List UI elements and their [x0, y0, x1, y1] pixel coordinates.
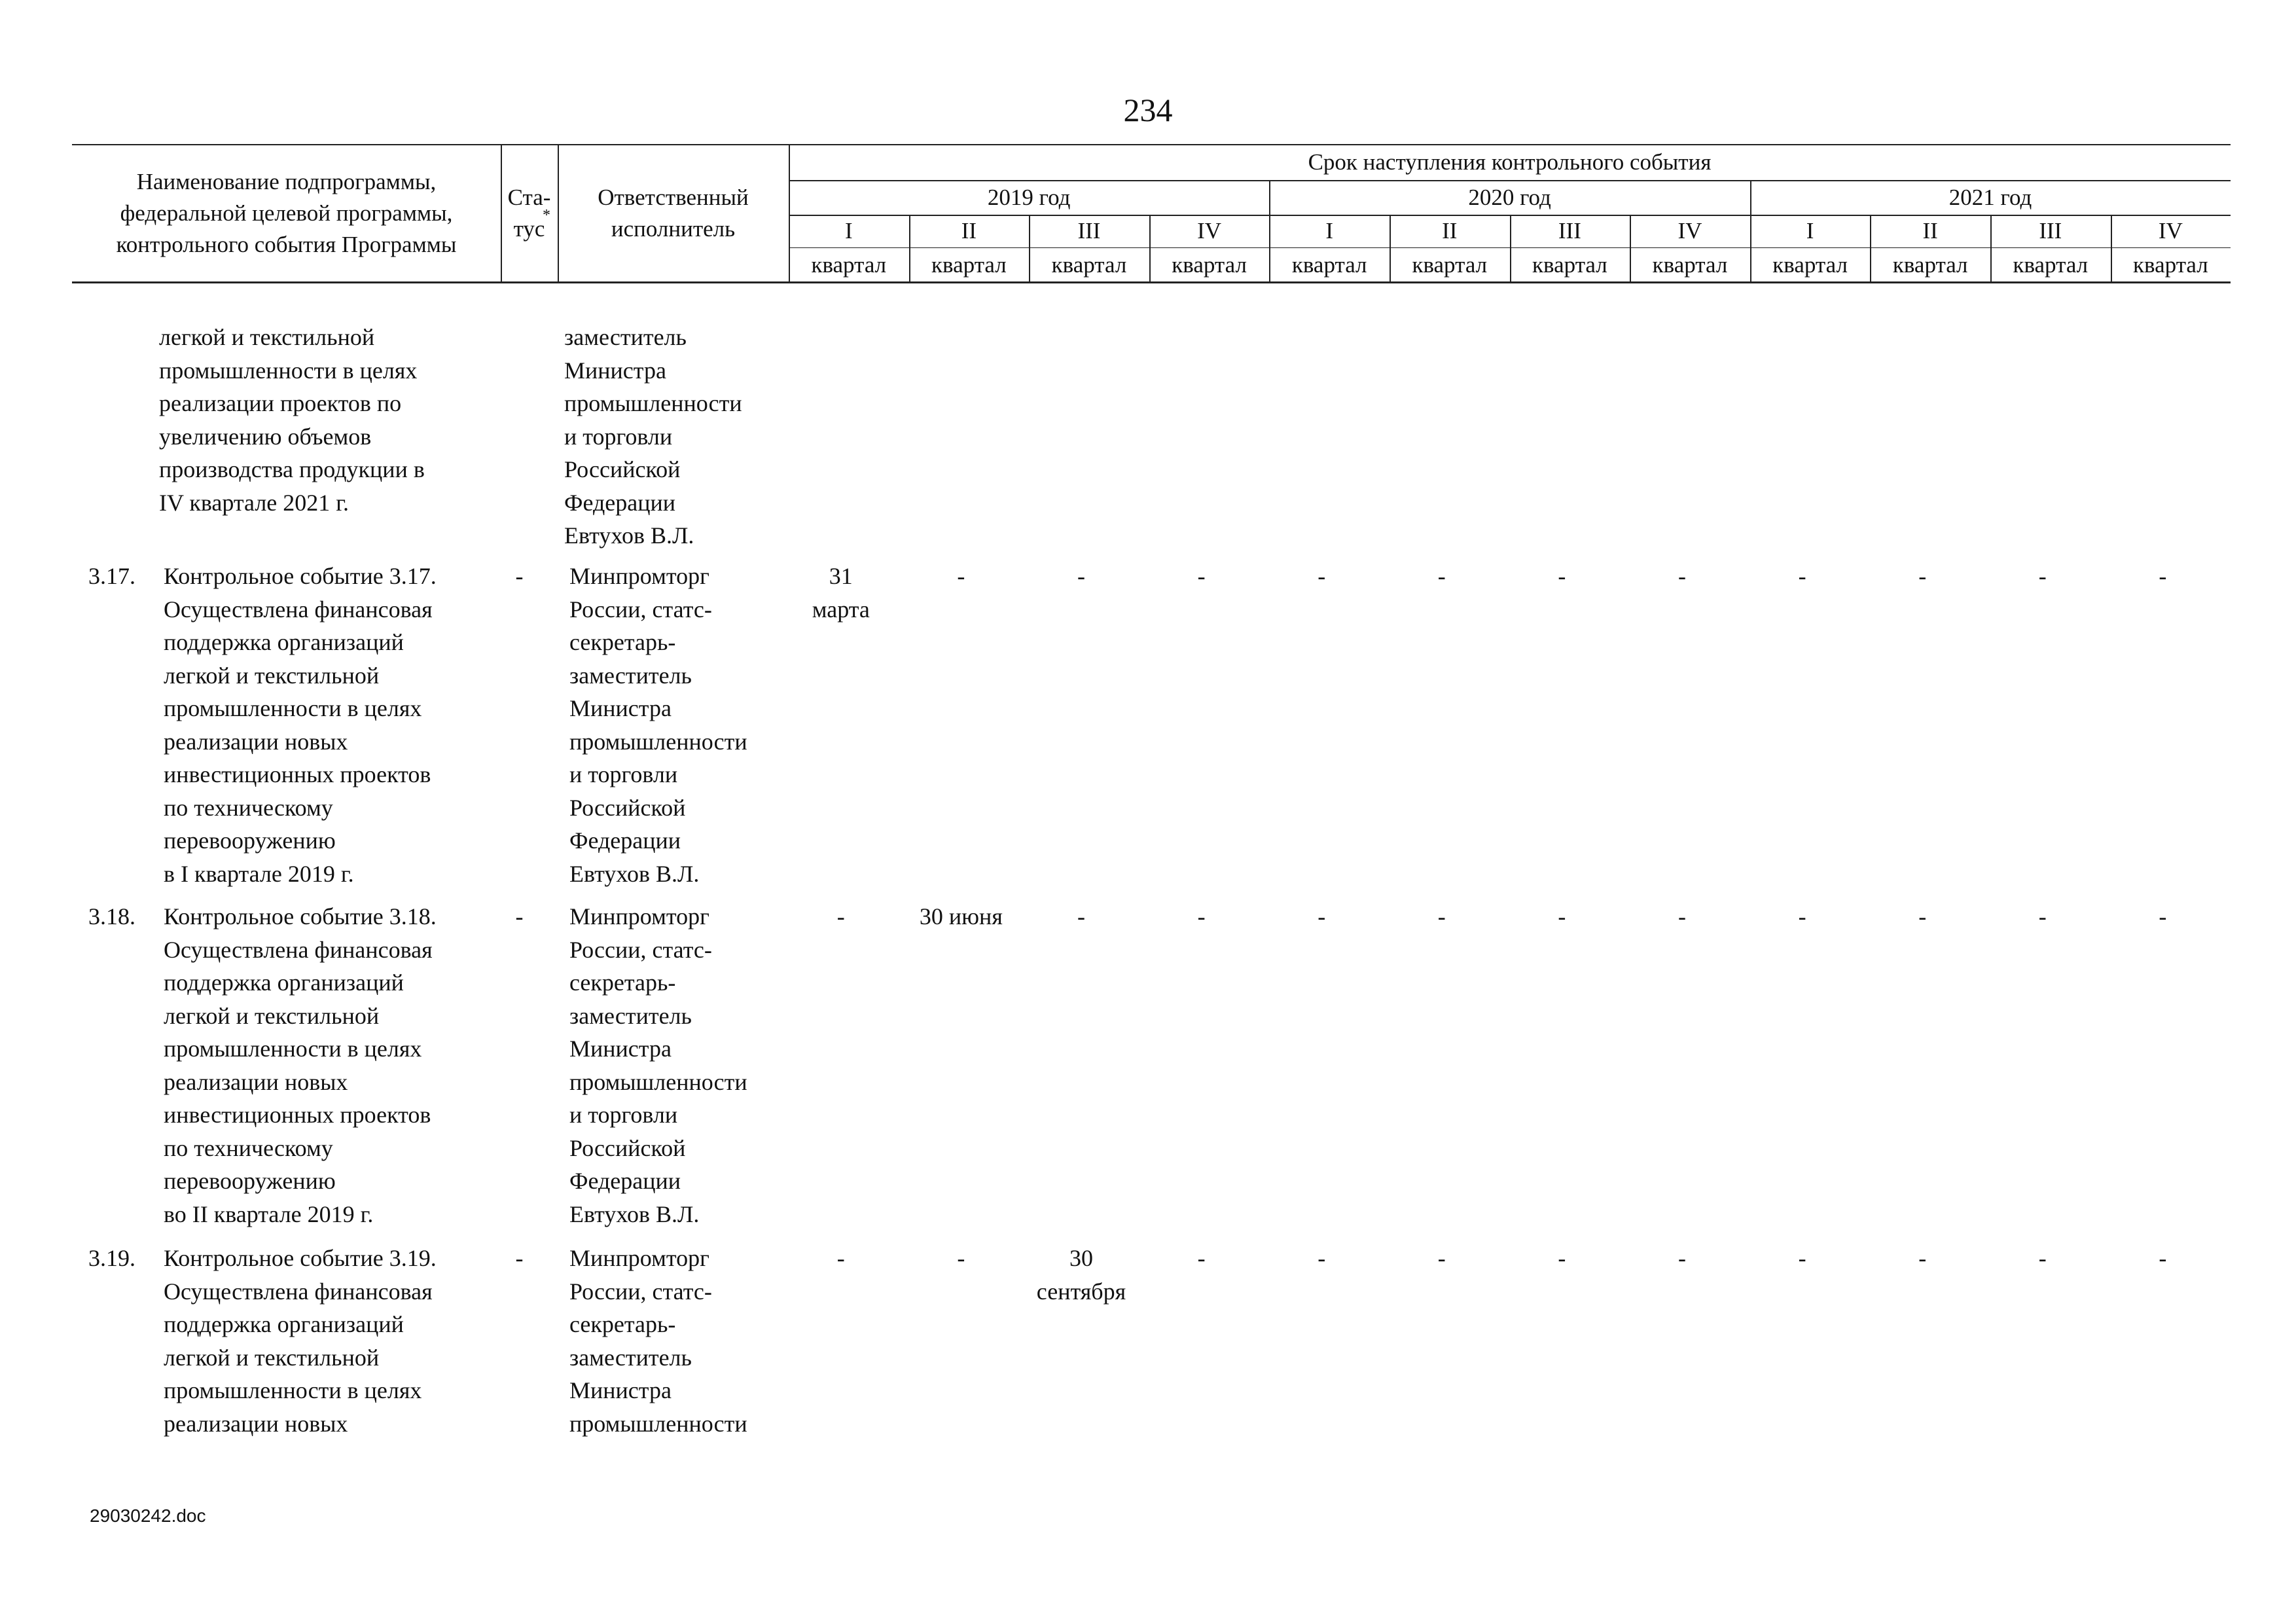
row-name-line: легкой и текстильной: [159, 324, 375, 350]
row-quarter-cell: 30: [1069, 1245, 1093, 1271]
header-quarter-word: квартал: [931, 252, 1007, 278]
row-quarter-cell: -: [836, 903, 845, 929]
header-year: 2019 год: [987, 185, 1071, 210]
header-quarter-word: квартал: [811, 252, 887, 278]
row-name-line: IV квартале 2021 г.: [159, 489, 349, 516]
row-name-line: легкой и текстильной: [164, 662, 380, 689]
row-executor-line: и торговли: [569, 1102, 678, 1128]
row-quarter-cell: -: [1918, 1245, 1927, 1271]
row-executor-line: Министра: [564, 357, 666, 384]
header-quarter-word: квартал: [2013, 252, 2089, 278]
row-quarter-cell: -: [1558, 1245, 1566, 1271]
row-quarter-cell: 30 июня: [919, 903, 1003, 929]
row-quarter-cell: марта: [812, 596, 870, 623]
footer-filename: 29030242.doc: [90, 1506, 206, 1526]
row-quarter-cell: -: [1437, 1245, 1446, 1271]
table-rule: [558, 144, 559, 281]
row-name-line: производства продукции в: [159, 456, 425, 482]
header-quarter-numeral: III: [1558, 218, 1581, 244]
table-rule: [72, 281, 2231, 283]
row-quarter-cell: -: [1077, 903, 1085, 929]
header-quarter-numeral: IV: [2158, 218, 2183, 244]
row-quarter-cell: сентября: [1036, 1278, 1126, 1305]
row-executor-line: секретарь-: [569, 629, 676, 655]
row-name-line: увеличению объемов: [159, 423, 372, 450]
row-name-line: реализации новых: [164, 728, 348, 755]
table-rule: [72, 144, 2231, 145]
row-quarter-cell: -: [1918, 903, 1927, 929]
header-quarter-word: квартал: [1291, 252, 1367, 278]
row-name-line: Контрольное событие 3.17.: [164, 563, 437, 589]
header-status-footnote-mark: *: [543, 207, 550, 224]
row-name-line: во II квартале 2019 г.: [164, 1200, 374, 1227]
row-name-line: Осуществлена финансовая: [164, 596, 433, 623]
row-executor-line: заместитель: [569, 1344, 692, 1371]
row-quarter-cell: -: [1077, 563, 1085, 589]
row-executor-line: Евтухов В.Л.: [569, 1200, 700, 1227]
row-executor-line: секретарь-: [569, 969, 676, 996]
row-quarter-cell: 31: [829, 563, 853, 589]
row-name-line: поддержка организаций: [164, 969, 404, 996]
row-executor-line: России, статс-: [569, 936, 712, 963]
row-executor-line: Министра: [569, 1377, 672, 1403]
row-quarter-cell: -: [1677, 563, 1686, 589]
row-executor-line: и торговли: [569, 761, 678, 787]
header-quarter-numeral: I: [1325, 218, 1334, 244]
row-quarter-cell: -: [2159, 563, 2167, 589]
table-rule: [789, 180, 2231, 181]
row-status: -: [515, 1245, 524, 1271]
row-number: 3.17.: [88, 563, 135, 589]
row-quarter-cell: -: [1798, 563, 1806, 589]
row-executor-line: Евтухов В.Л.: [569, 860, 700, 887]
row-executor-line: Министра: [569, 695, 672, 721]
header-quarter-numeral: III: [2039, 218, 2062, 244]
header-quarter-numeral: IV: [1197, 218, 1222, 244]
row-executor-line: промышленности: [569, 1410, 747, 1437]
header-executor-line: Ответственный: [598, 185, 749, 210]
row-status: -: [515, 903, 524, 929]
row-executor-line: России, статс-: [569, 596, 712, 623]
row-executor-line: Минпромторг: [569, 903, 709, 929]
row-quarter-cell: -: [1677, 903, 1686, 929]
header-name-line: Наименование подпрограммы,: [136, 169, 437, 194]
row-name-line: промышленности в целях: [164, 695, 422, 721]
row-quarter-cell: -: [1318, 1245, 1326, 1271]
row-executor-line: Минпромторг: [569, 1245, 709, 1271]
page-number: 234: [1123, 92, 1173, 128]
header-quarter-numeral: III: [1077, 218, 1101, 244]
row-name-line: перевооружению: [164, 1168, 336, 1194]
row-name-line: Контрольное событие 3.18.: [164, 903, 437, 929]
row-status: -: [515, 563, 524, 589]
header-status-line: Ста-: [507, 185, 551, 210]
row-name-line: поддержка организаций: [164, 629, 404, 655]
row-quarter-cell: -: [957, 563, 965, 589]
header-year: 2020 год: [1468, 185, 1551, 210]
row-executor-line: Российской: [569, 1134, 686, 1161]
header-quarter-numeral: IV: [1677, 218, 1702, 244]
header-name-line: федеральной целевой программы,: [120, 200, 453, 226]
header-quarter-word: квартал: [1652, 252, 1728, 278]
header-quarter-numeral: I: [844, 218, 853, 244]
row-executor-line: Российской: [569, 794, 686, 821]
row-number: 3.19.: [88, 1245, 135, 1271]
row-name-line: легкой и текстильной: [164, 1344, 380, 1371]
row-executor-line: заместитель: [564, 324, 687, 350]
row-executor-line: Министра: [569, 1036, 672, 1062]
row-executor-line: промышленности: [569, 1068, 747, 1095]
row-name-line: промышленности в целях: [164, 1377, 422, 1403]
header-year: 2021 год: [1948, 185, 2032, 210]
header-quarter-word: квартал: [1051, 252, 1127, 278]
row-name-line: реализации новых: [164, 1410, 348, 1437]
row-executor-line: Минпромторг: [569, 563, 709, 589]
row-quarter-cell: -: [836, 1245, 845, 1271]
row-name-line: по техническому: [164, 794, 333, 821]
row-quarter-cell: -: [1318, 563, 1326, 589]
row-quarter-cell: -: [1558, 563, 1566, 589]
row-name-line: промышленности в целях: [164, 1036, 422, 1062]
header-quarter-word: квартал: [1412, 252, 1488, 278]
row-quarter-cell: -: [1798, 903, 1806, 929]
row-name-line: легкой и текстильной: [164, 1002, 380, 1029]
row-quarter-cell: -: [2038, 563, 2047, 589]
header-quarter-numeral: I: [1806, 218, 1814, 244]
header-quarter-word: квартал: [1772, 252, 1848, 278]
row-quarter-cell: -: [1798, 1245, 1806, 1271]
row-quarter-cell: -: [2038, 1245, 2047, 1271]
header-deadline-title: Срок наступления контрольного события: [1308, 149, 1712, 175]
header-quarter-word: квартал: [1892, 252, 1968, 278]
row-executor-line: Федерации: [569, 827, 681, 854]
row-quarter-cell: -: [1197, 903, 1206, 929]
row-name-line: по техническому: [164, 1134, 333, 1161]
row-number: 3.18.: [88, 903, 135, 929]
row-executor-line: заместитель: [569, 662, 692, 689]
row-executor-line: заместитель: [569, 1002, 692, 1029]
row-quarter-cell: -: [1197, 563, 1206, 589]
row-quarter-cell: -: [1197, 1245, 1206, 1271]
row-quarter-cell: -: [2038, 903, 2047, 929]
row-name-line: промышленности в целях: [159, 357, 418, 384]
row-executor-line: промышленности: [564, 390, 742, 416]
row-name-line: Осуществлена финансовая: [164, 1278, 433, 1305]
row-executor-line: Федерации: [564, 489, 676, 516]
header-quarter-numeral: II: [1922, 218, 1938, 244]
row-quarter-cell: -: [2159, 903, 2167, 929]
header-quarter-numeral: II: [961, 218, 977, 244]
row-executor-line: Евтухов В.Л.: [564, 522, 694, 549]
row-executor-line: секретарь-: [569, 1311, 676, 1337]
row-executor-line: Федерации: [569, 1168, 681, 1194]
row-quarter-cell: -: [1558, 903, 1566, 929]
row-executor-line: и торговли: [564, 423, 673, 450]
row-executor-line: России, статс-: [569, 1278, 712, 1305]
header-quarter-word: квартал: [1172, 252, 1247, 278]
row-quarter-cell: -: [1318, 903, 1326, 929]
row-name-line: инвестиционных проектов: [164, 1102, 431, 1128]
header-status-line: тус: [513, 216, 545, 242]
row-name-line: инвестиционных проектов: [164, 761, 431, 787]
row-quarter-cell: -: [2159, 1245, 2167, 1271]
row-quarter-cell: -: [1918, 563, 1927, 589]
row-name-line: реализации новых: [164, 1068, 348, 1095]
header-executor-line: исполнитель: [611, 216, 736, 242]
row-name-line: Осуществлена финансовая: [164, 936, 433, 963]
row-name-line: реализации проектов по: [159, 390, 402, 416]
header-quarter-word: квартал: [1532, 252, 1607, 278]
row-executor-line: Российской: [564, 456, 681, 482]
row-name-line: Контрольное событие 3.19.: [164, 1245, 437, 1271]
header-quarter-word: квартал: [2133, 252, 2208, 278]
row-quarter-cell: -: [957, 1245, 965, 1271]
row-name-line: перевооружению: [164, 827, 336, 854]
row-executor-line: промышленности: [569, 728, 747, 755]
row-name-line: в I квартале 2019 г.: [164, 860, 354, 887]
header-name-line: контрольного события Программы: [116, 232, 457, 257]
row-quarter-cell: -: [1437, 903, 1446, 929]
row-name-line: поддержка организаций: [164, 1311, 404, 1337]
header-quarter-numeral: II: [1442, 218, 1458, 244]
row-quarter-cell: -: [1677, 1245, 1686, 1271]
table-rule: [501, 144, 502, 281]
row-quarter-cell: -: [1437, 563, 1446, 589]
